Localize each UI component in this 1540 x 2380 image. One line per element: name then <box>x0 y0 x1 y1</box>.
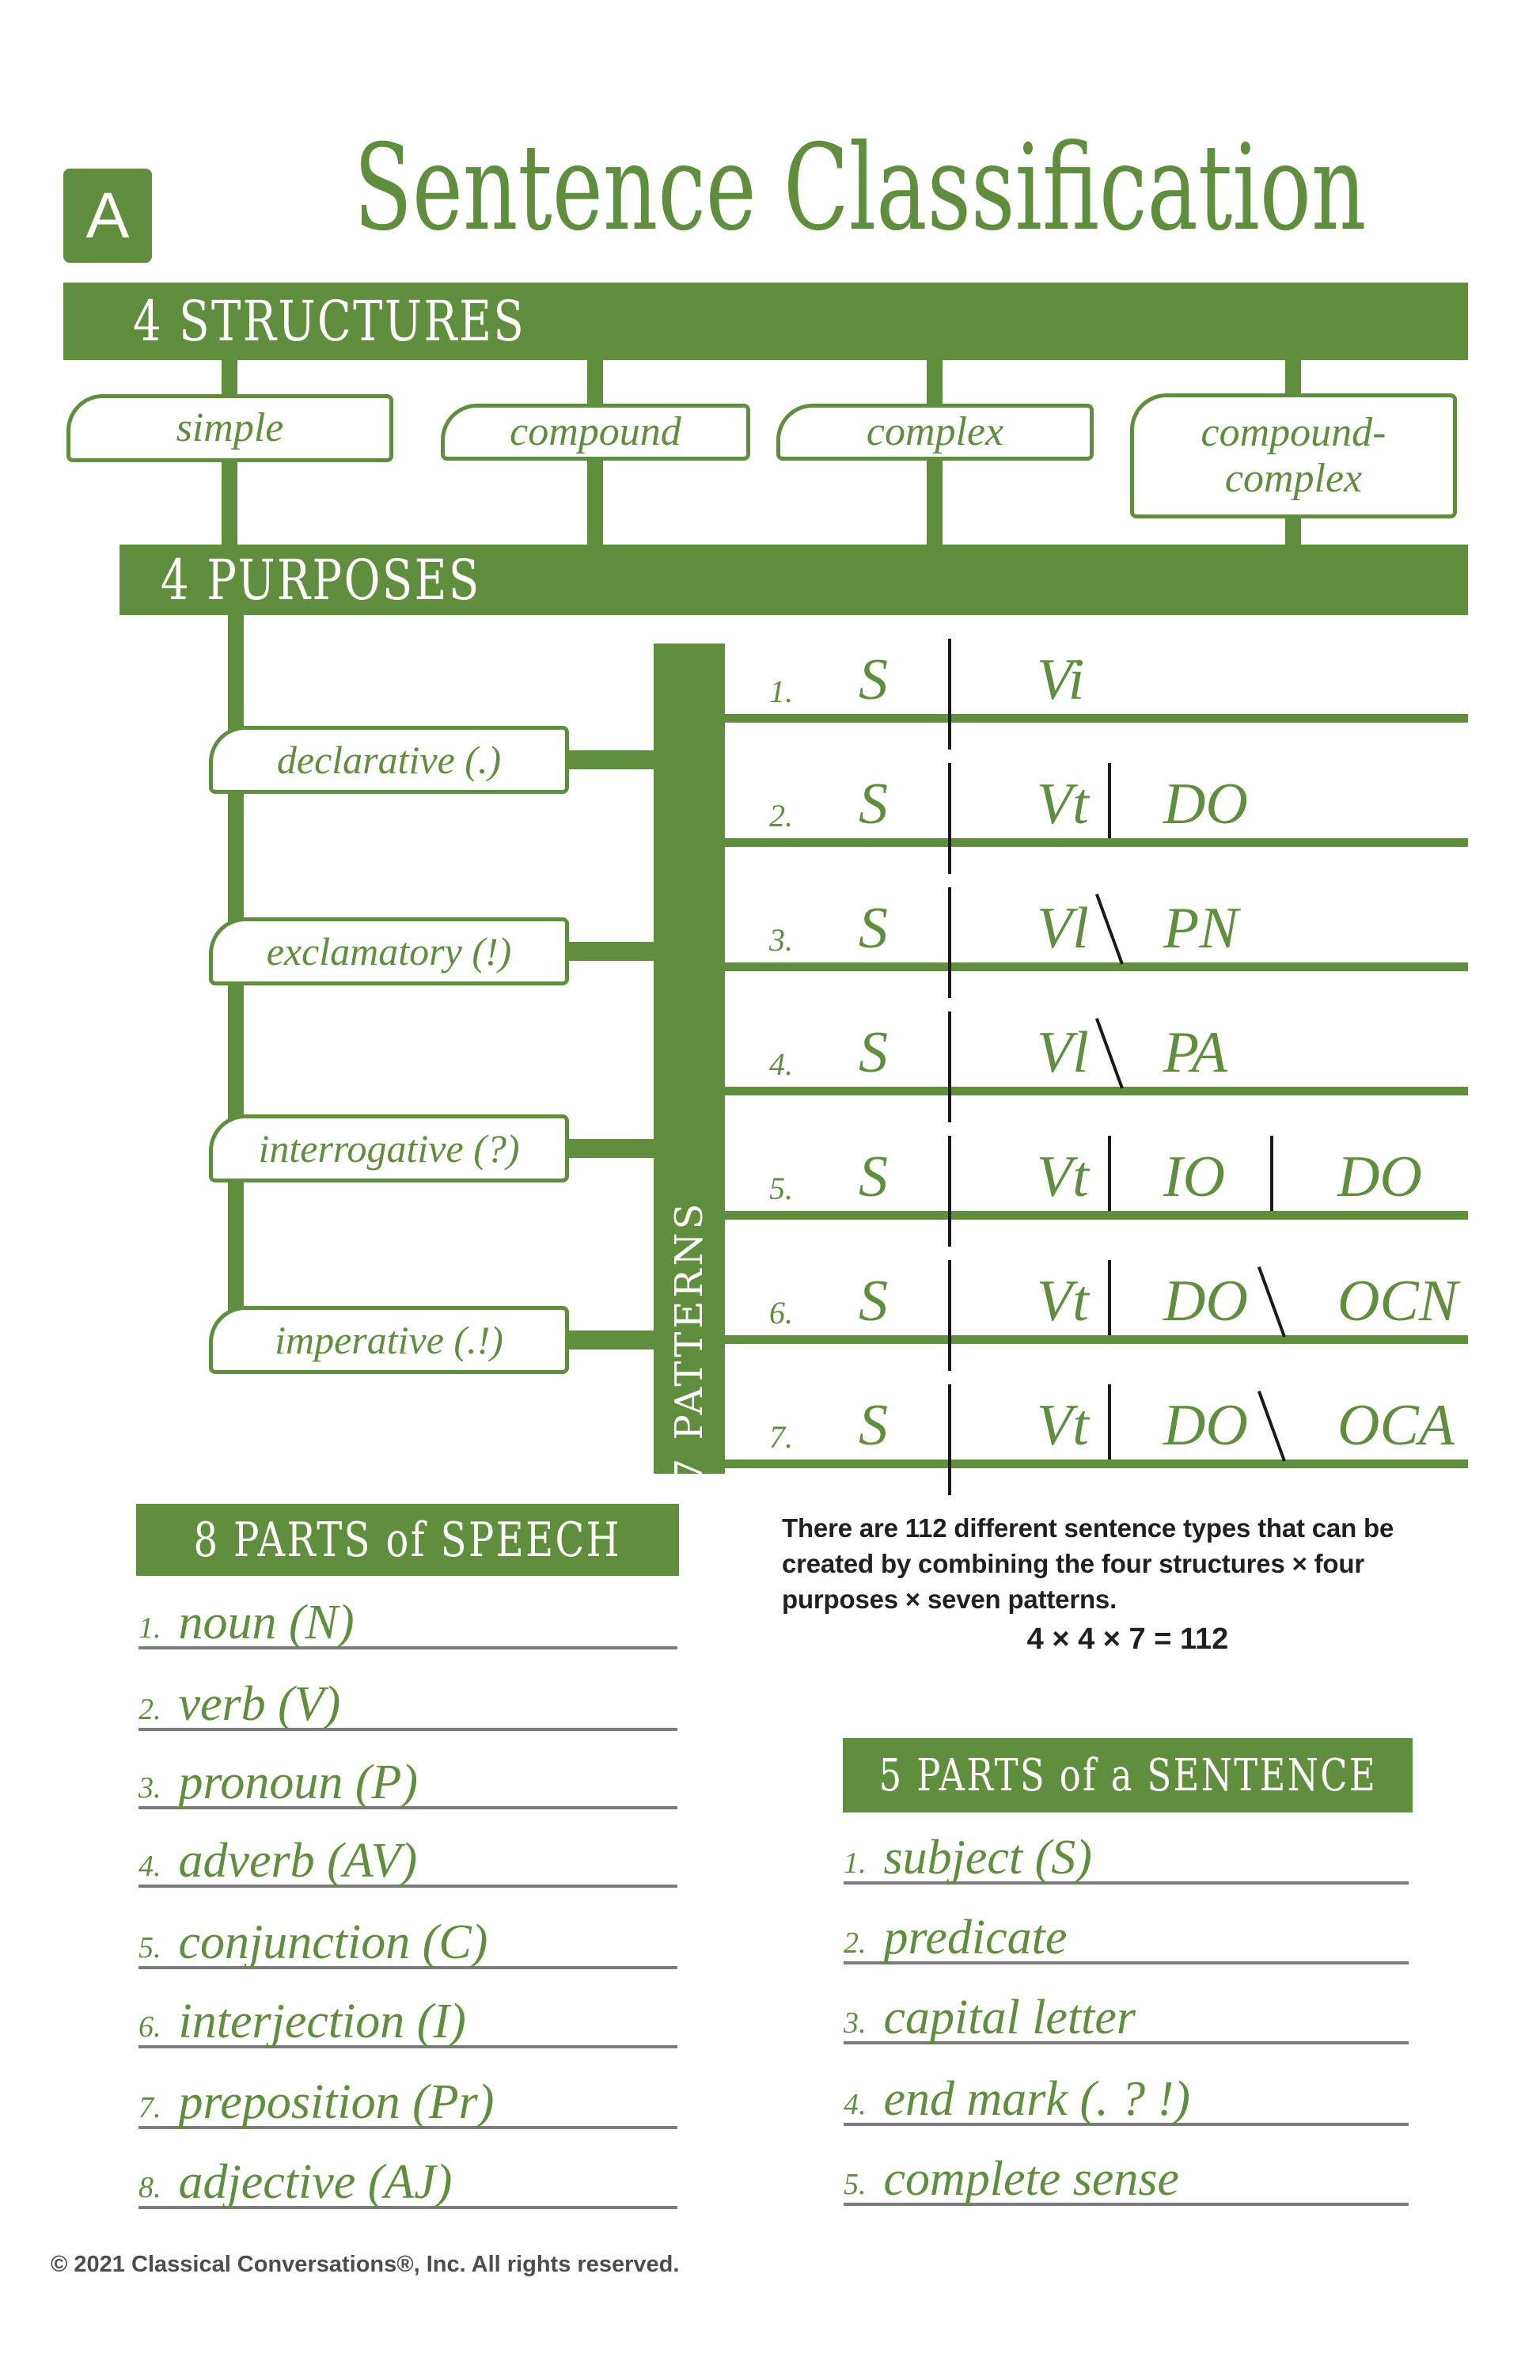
list-item <box>844 1818 1409 1885</box>
pattern-term-S: S <box>859 896 888 961</box>
pattern-baseline <box>712 838 1468 847</box>
structures-banner <box>63 283 1468 360</box>
list-item-label: pronoun (P) <box>178 1756 418 1809</box>
purpose-box-interrogative <box>209 1114 569 1182</box>
connector-line <box>1285 360 1301 393</box>
pattern-term-Vl: Vl <box>1037 896 1089 961</box>
purpose-box-exclamatory <box>209 917 569 985</box>
list-item-number: 6. <box>138 2010 161 2044</box>
pattern-divider-slant <box>1257 1266 1286 1338</box>
note-paragraph: There are 112 different sentence types that can be created by combining the four structures × four purposes × seven patterns. <box>782 1513 1394 1614</box>
list-item-label: capital letter <box>883 1991 1136 2044</box>
list-item-label: adverb (AV) <box>178 1834 418 1888</box>
pattern-term-Vl: Vl <box>1037 1020 1089 1085</box>
pattern-term-S: S <box>859 647 888 712</box>
pattern-divider-cross <box>948 1384 951 1495</box>
purposes-heading: 4 PURPOSES <box>161 547 481 613</box>
list-item-number: 3. <box>844 2006 867 2040</box>
list-item-label: predicate <box>883 1911 1068 1964</box>
pattern-divider-bar <box>1270 1136 1273 1211</box>
list-item-label: complete sense <box>883 2152 1180 2206</box>
list-item-label: conjunction (C) <box>178 1915 488 1969</box>
structure-label: compound-complex <box>1201 409 1386 501</box>
connector-line <box>927 360 943 404</box>
structure-box-compound-complex <box>1130 393 1457 518</box>
list-item <box>138 1982 677 2048</box>
patterns-heading: 7 PATTERNS <box>667 1200 711 1483</box>
list-item <box>844 1898 1409 1964</box>
list-item-label: end mark (. ? !) <box>883 2072 1190 2126</box>
list-item-label: subject (S) <box>883 1831 1092 1885</box>
pattern-term-S: S <box>859 1144 888 1209</box>
pattern-divider-slant <box>1095 1018 1124 1089</box>
purpose-label: imperative (.!) <box>275 1318 503 1362</box>
list-item-label: interjection (I) <box>178 1995 466 2048</box>
pattern-number: 3. <box>769 922 793 958</box>
list-item-label: verb (V) <box>178 1677 341 1731</box>
pattern-divider-bar <box>1108 1136 1111 1211</box>
copyright-footer: © 2021 Classical Conversations®, Inc. All rights reserved. <box>51 2252 680 2277</box>
list-item <box>138 1664 677 1731</box>
structure-box-compound <box>441 404 750 461</box>
structure-box-complex <box>776 404 1094 461</box>
structure-label: complex <box>866 408 1004 454</box>
list-item-number: 5. <box>138 1931 161 1964</box>
list-item <box>844 1978 1409 2044</box>
pattern-number: 1. <box>769 674 793 709</box>
pattern-divider-bar <box>1108 763 1111 838</box>
pattern-divider-bar <box>1108 1384 1111 1460</box>
pattern-number: 2. <box>769 798 793 833</box>
pattern-term-S: S <box>859 1020 888 1085</box>
list-item <box>138 1821 677 1888</box>
connector-line <box>222 462 237 545</box>
connector-line <box>569 1330 654 1349</box>
pattern-term-Vi: Vi <box>1037 647 1085 712</box>
list-item <box>138 1583 677 1649</box>
list-item-number: 2. <box>138 1693 161 1726</box>
list-item-number: 1. <box>138 1611 161 1645</box>
list-item-number: 5. <box>844 2168 867 2201</box>
pattern-divider-cross <box>948 1136 951 1247</box>
sentence-parts-heading: 5 PARTS of a SENTENCE <box>878 1749 1377 1801</box>
pattern-baseline <box>712 962 1468 971</box>
pattern-divider-slant <box>1095 894 1124 965</box>
pattern-number: 5. <box>769 1171 793 1206</box>
purpose-box-declarative <box>209 726 569 794</box>
list-item <box>844 2139 1409 2206</box>
pattern-term-Vt: Vt <box>1037 772 1089 837</box>
purposes-banner <box>119 545 1468 615</box>
pattern-divider-cross <box>948 1012 951 1122</box>
list-item <box>138 2063 677 2129</box>
parts-of-speech-banner <box>136 1504 679 1576</box>
structures-heading: 4 STRUCTURES <box>133 289 526 354</box>
list-item-number: 2. <box>844 1926 867 1960</box>
list-item-number: 1. <box>844 1847 867 1880</box>
list-item <box>844 2059 1409 2126</box>
list-item-number: 7. <box>138 2091 161 2124</box>
pattern-number: 4. <box>769 1046 793 1082</box>
connector-line <box>569 750 654 769</box>
pattern-number: 6. <box>769 1295 793 1330</box>
connector-line <box>927 461 943 545</box>
pattern-baseline <box>712 1087 1468 1095</box>
pattern-term-S: S <box>859 772 888 837</box>
pattern-divider-cross <box>948 887 951 998</box>
note-equation: 4 × 4 × 7 = 112 <box>1026 1623 1229 1656</box>
connector-line <box>569 1139 654 1158</box>
list-item-number: 8. <box>138 2171 161 2204</box>
list-item-number: 4. <box>844 2088 867 2121</box>
list-item <box>138 1903 677 1969</box>
pattern-term-Vt: Vt <box>1037 1393 1089 1458</box>
pattern-baseline <box>712 1460 1468 1468</box>
pattern-number: 7. <box>769 1419 793 1455</box>
list-item <box>138 1743 677 1809</box>
list-item-label: preposition (Pr) <box>178 2075 495 2129</box>
purpose-box-imperative <box>209 1306 569 1374</box>
purpose-label: interrogative (?) <box>258 1126 520 1171</box>
structure-label: simple <box>176 404 284 450</box>
list-item <box>138 2143 677 2209</box>
parts-of-speech-heading: 8 PARTS of SPEECH <box>193 1512 622 1568</box>
pattern-term-OCA: OCA <box>1337 1393 1455 1458</box>
pattern-term-DO: DO <box>1337 1144 1422 1209</box>
connector-line <box>1285 518 1301 545</box>
pattern-term-PA: PA <box>1163 1020 1227 1085</box>
pattern-divider-cross <box>948 1260 951 1371</box>
pattern-baseline <box>712 1335 1468 1344</box>
pattern-divider-cross <box>948 639 951 750</box>
list-item-label: adjective (AJ) <box>178 2155 453 2209</box>
pattern-divider-cross <box>948 763 951 874</box>
chart-letter-badge: A <box>63 169 152 263</box>
pattern-term-OCN: OCN <box>1337 1269 1458 1334</box>
list-item-number: 3. <box>138 1771 161 1805</box>
pattern-term-S: S <box>859 1269 888 1334</box>
pattern-term-DO: DO <box>1163 1269 1248 1334</box>
purpose-label: exclamatory (!) <box>266 929 512 974</box>
pattern-term-IO: IO <box>1163 1144 1226 1209</box>
pattern-term-DO: DO <box>1163 772 1248 837</box>
connector-line <box>222 360 237 394</box>
purpose-label: declarative (.) <box>276 738 502 782</box>
pattern-term-DO: DO <box>1163 1393 1248 1458</box>
connector-line <box>587 360 603 404</box>
pattern-divider-slant <box>1257 1391 1286 1462</box>
pattern-divider-bar <box>1108 1260 1111 1335</box>
pattern-baseline <box>712 714 1468 723</box>
list-item-number: 4. <box>138 1850 161 1883</box>
connector-line <box>569 942 654 961</box>
structure-label: compound <box>510 408 681 454</box>
sentence-parts-banner <box>843 1738 1413 1813</box>
pattern-term-PN: PN <box>1163 896 1238 961</box>
pattern-term-S: S <box>859 1393 888 1458</box>
pattern-baseline <box>712 1211 1468 1220</box>
pattern-term-Vt: Vt <box>1037 1269 1089 1334</box>
connector-line <box>587 461 603 545</box>
structure-box-simple <box>66 394 393 462</box>
pattern-term-Vt: Vt <box>1037 1144 1089 1209</box>
list-item-label: noun (N) <box>178 1596 355 1649</box>
page-title: Sentence Classification <box>354 120 1367 257</box>
